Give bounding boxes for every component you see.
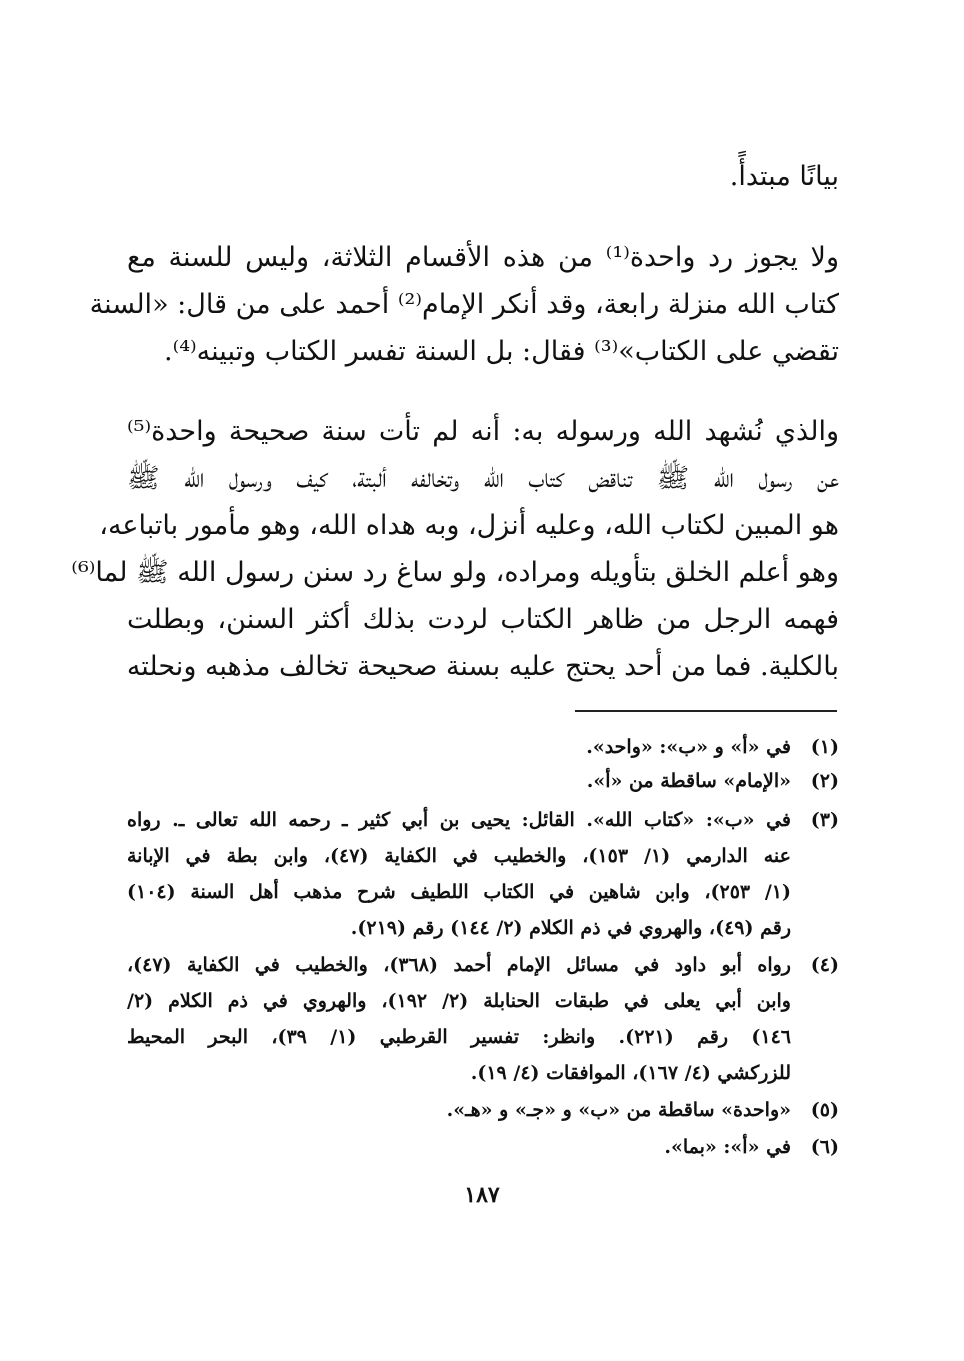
footnote-number: (٣): [810, 809, 839, 831]
footnote-number: (٦): [810, 1136, 839, 1158]
body-line: بالكلية. فما من أحد يحتج عليه بسنة صحيحة تخالف مذهبه ونحلته: [126, 651, 839, 682]
body-line: والذي نُشهد الله ورسوله به: أنه لم تأت سنة صحيحة واحدة⁽⁵⁾: [127, 416, 839, 447]
footnote-number: (٢): [810, 770, 839, 792]
footnote-text: وابن أبي يعلى في طبقات الحنابلة (٢/ ١٩٢)، والهروي في ذم الكلام (٢/: [127, 990, 791, 1012]
footnote-text: للزركشي (٤/ ١٦٧)، الموافقات (٤/ ١٩).: [470, 1062, 791, 1084]
footnote-text: عنه الدارمي (١/ ١٥٣)، والخطيب في الكفاية (٤٧)، وابن بطة في الإبانة: [127, 845, 791, 867]
footnote-6: [127, 1130, 839, 1165]
footnote-separator: [575, 710, 837, 712]
footnote-number: (١): [810, 736, 839, 758]
body-line: ولا يجوز رد واحدة⁽¹⁾ من هذه الأقسام الثلاثة، وليس للسنة مع: [127, 242, 839, 273]
footnote-number: (٤): [810, 954, 839, 976]
footnote-text: في «أ» و «ب»: «واحد».: [586, 736, 791, 758]
footnote-text: «الإمام» ساقطة من «أ».: [586, 770, 791, 792]
footnote-3-continued: [127, 875, 839, 910]
footnote-text: «واحدة» ساقطة من «ب» و «جـ» و «هـ».: [446, 1099, 791, 1121]
footnote-3-continued: [127, 839, 839, 874]
body-line: عن رسول الله ﷺ تناقض كتاب الله وتخالفه ألبتة، كيف ورسول الله ﷺ: [127, 463, 839, 494]
page-number: ١٨٧: [464, 1182, 500, 1208]
body-line: كتاب الله منزلة رابعة، وقد أنكر الإمام⁽²⁾ أحمد على من قال: «السنة: [89, 289, 839, 320]
footnote-3: [127, 803, 839, 838]
body-line: هو المبين لكتاب الله، وعليه أنزل، وبه هداه الله، وهو مأمور باتباعه،: [99, 510, 839, 541]
body-line: تقضي على الكتاب»⁽³⁾ فقال: بل السنة تفسر الكتاب وتبينه⁽⁴⁾.: [164, 336, 839, 367]
footnote-2: [127, 764, 839, 799]
footnote-text: ١٤٦) رقم (٢٢١). وانظر: تفسير القرطبي (١/ ٣٩)، البحر المحيط: [127, 1026, 791, 1048]
footnote-4-continued: [127, 1056, 839, 1091]
footnote-text: في «أ»: «بما».: [664, 1136, 791, 1158]
footnote-4: [127, 948, 839, 983]
body-line: فهمه الرجل من ظاهر الكتاب لردت بذلك أكثر السنن، وبطلت: [127, 604, 839, 635]
footnote-text: رواه أبو داود في مسائل الإمام أحمد (٣٦٨)، والخطيب في الكفاية (٤٧)،: [127, 954, 791, 976]
footnote-number: (٥): [810, 1099, 839, 1121]
footnote-5: [127, 1093, 839, 1128]
footnote-4-continued: [127, 1020, 839, 1055]
body-line: وهو أعلم الخلق بتأويله ومراده، ولو ساغ رد سنن رسول الله ﷺ لما⁽⁶⁾: [71, 557, 839, 588]
footnote-1: [127, 730, 839, 765]
footnote-text: رقم (٤٩)، والهروي في ذم الكلام (٢/ ١٤٤) رقم (٢١٩).: [350, 917, 791, 939]
footnote-text: في «ب»: «كتاب الله». القائل: يحيى بن أبي كثير ـ رحمه الله تعالى ـ. رواه: [127, 809, 791, 831]
footnote-text: (١/ ٢٥٣)، وابن شاهين في الكتاب اللطيف شرح مذهب أهل السنة (١٠٤): [127, 881, 791, 903]
footnote-4-continued: [127, 984, 839, 1019]
footnote-3-continued: [127, 911, 839, 946]
body-line: بيانًا مبتدأً.: [729, 161, 839, 192]
